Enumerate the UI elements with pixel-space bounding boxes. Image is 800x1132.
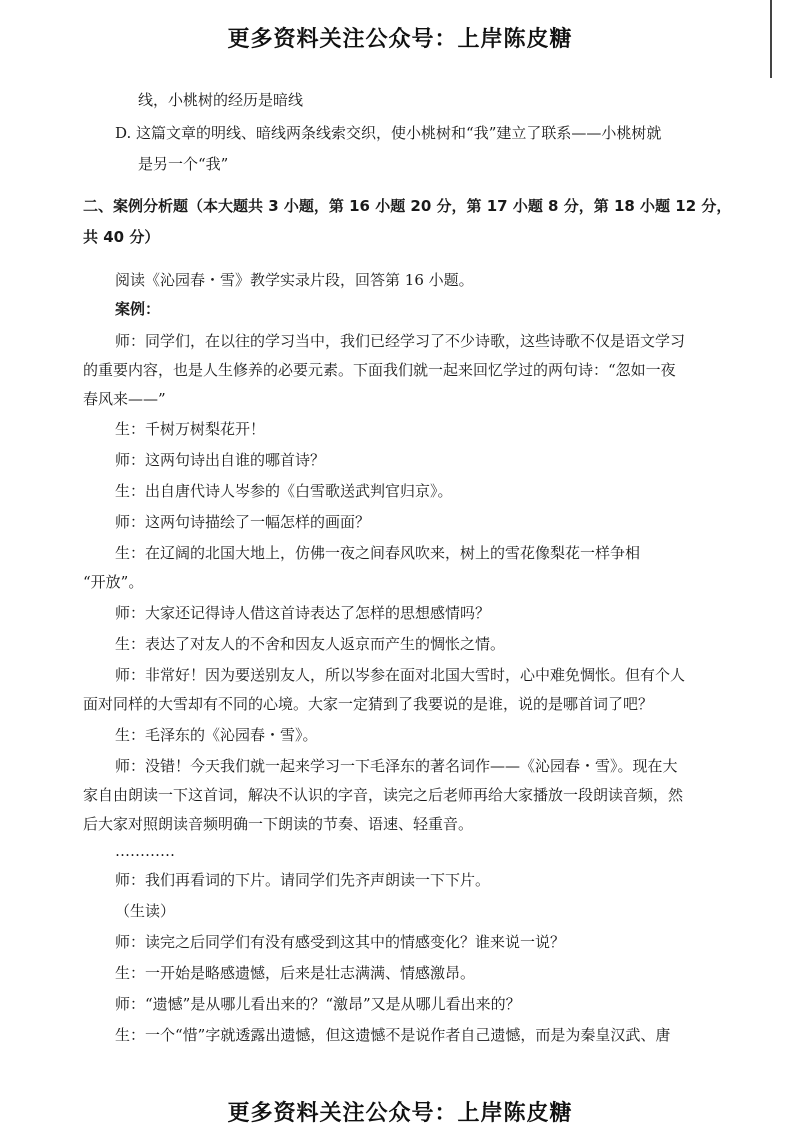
dialogue-line: 师：大家还记得诗人借这首诗表达了怎样的思想感情吗？: [115, 604, 491, 622]
case-label: 案例：: [115, 300, 161, 318]
dialogue-line: 师：没错！今天我们就一起来学习一下毛泽东的著名词作——《沁园春・雪》。现在大: [115, 757, 678, 775]
dialogue-line: 春风来——”: [83, 390, 166, 408]
section-2-heading: 二、案例分析题（本大题共 3 小题，第 16 小题 20 分，第 17 小题 8 分，第 18 小题 12 分，: [83, 197, 732, 215]
dialogue-line: 生：在辽阔的北国大地上，仿佛一夜之间春风吹来，树上的雪花像梨花一样争相: [115, 544, 641, 562]
option-c-continuation: 线，小桃树的经历是暗线: [138, 91, 304, 109]
dialogue-line: “开放”。: [83, 573, 144, 591]
dialogue-line: 生：一个“惜”字就透露出遗憾，但这遗憾不是说作者自己遗憾，而是为秦皇汉武、唐: [115, 1026, 671, 1044]
dialogue-line: 师：非常好！因为要送别友人，所以岑参在面对北国大雪时，心中难免惆怅。但有个人: [115, 666, 686, 684]
ellipsis: …………: [115, 842, 175, 860]
dialogue-line: 生：毛泽东的《沁园春・雪》。: [115, 726, 318, 744]
dialogue-line: 师：这两句诗出自谁的哪首诗？: [115, 451, 326, 469]
dialogue-line: 面对同样的大雪却有不同的心境。大家一定猜到了我要说的是谁，说的是哪首词了吧？: [83, 695, 654, 713]
dialogue-line: 生：表达了对友人的不舍和因友人返京而产生的惆怅之情。: [115, 635, 506, 653]
header-banner: 更多资料关注公众号：上岸陈皮糖: [227, 27, 573, 52]
footer-banner: 更多资料关注公众号：上岸陈皮糖: [227, 1101, 573, 1126]
option-d-line-2: 是另一个“我”: [138, 155, 229, 173]
dialogue-line: 师：我们再看词的下片。请同学们先齐声朗读一下下片。: [115, 871, 491, 889]
dialogue-line: 师：这两句诗描绘了一幅怎样的画面？: [115, 513, 371, 531]
dialogue-line: 生：千树万树梨花开！: [115, 420, 266, 438]
dialogue-line: 师：同学们，在以往的学习当中，我们已经学习了不少诗歌，这些诗歌不仅是语文学习: [115, 332, 686, 350]
dialogue-line: 生：一开始是略感遗憾，后来是壮志满满、情感激昂。: [115, 964, 476, 982]
dialogue-line: 生：出自唐代诗人岑参的《白雪歌送武判官归京》。: [115, 482, 453, 500]
dialogue-line: （生读）: [115, 902, 176, 920]
reading-instruction: 阅读《沁园春・雪》教学实录片段，回答第 16 小题。: [115, 271, 474, 289]
dialogue-line: 师：“遗憾”是从哪儿看出来的？“激昂”又是从哪儿看出来的？: [115, 995, 521, 1013]
dialogue-line: 师：读完之后同学们有没有感受到这其中的情感变化？谁来说一说？: [115, 933, 566, 951]
dialogue-line: 家自由朗读一下这首词，解决不认识的字音，读完之后老师再给大家播放一段朗读音频，然: [83, 786, 684, 804]
dialogue-line: 的重要内容，也是人生修养的必要元素。下面我们就一起来回忆学过的两句诗：“忽如一夜: [83, 361, 676, 379]
dialogue-line: 后大家对照朗读音频明确一下朗读的节奏、语速、轻重音。: [83, 815, 474, 833]
option-d-line-1: D. 这篇文章的明线、暗线两条线索交织，使小桃树和“我”建立了联系——小桃树就: [115, 124, 662, 142]
section-2-heading-cont: 共 40 分）: [83, 228, 160, 246]
